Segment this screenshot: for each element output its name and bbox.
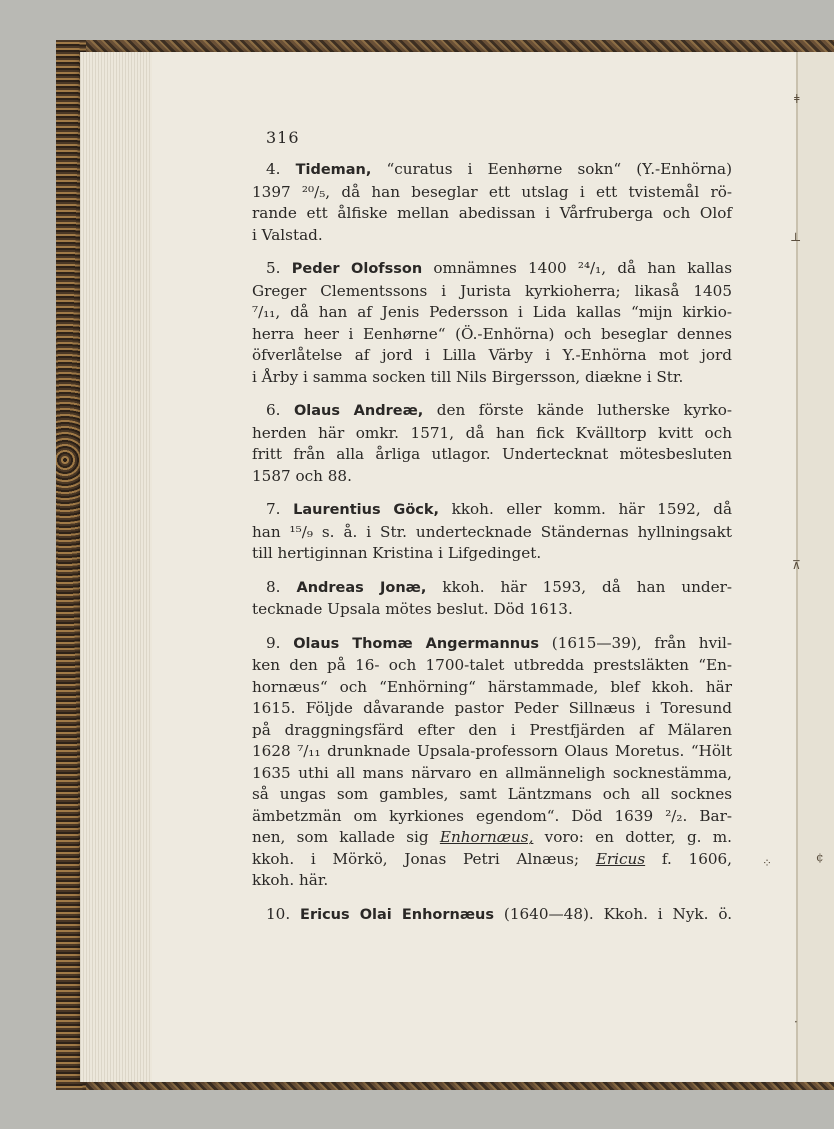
entry-line: öfverlåtelse af jord i Lilla Värby i Y.-Enhörna mot jord	[252, 346, 732, 364]
margin-mark: ǂ	[794, 92, 800, 106]
entry-italic: Ericus	[595, 849, 646, 868]
entry-line: (1640—48). Kkoh. i Nyk. ö.	[503, 904, 733, 923]
entry-line: herra heer i Eenhørne“ (Ö.-Enhörna) och beseglar dennes	[252, 324, 732, 343]
page-edges	[80, 52, 152, 1082]
entry-line: 1397 ²⁰/₅, då han beseglar ett utslag i ett tvistemål rö-	[252, 182, 732, 201]
entry-line: nen, som kallade sig	[252, 828, 429, 846]
entry-line: omnämnes 1400 ²⁴/₁, då han kallas	[433, 259, 733, 277]
entry-name: Laurentius Göck,	[293, 502, 440, 518]
entry-name: Olaus Andreæ,	[293, 403, 424, 419]
entry-line: ken den på 16- och 1700-talet utbredda prestsläkten “En-	[252, 656, 732, 674]
entry-line: så ungas som gambles, samt Läntzmans och all socknes	[252, 785, 732, 803]
entry-number: 10.	[266, 904, 291, 923]
entry-line: kkoh. här 1593, då han under-	[442, 577, 733, 596]
entry-italic: Enhornæus,	[439, 828, 534, 846]
page-number: 316	[266, 128, 300, 147]
entry-number: 8.	[266, 577, 281, 596]
entry-name: Olaus Thomæ Angermannus	[293, 635, 540, 652]
entry-line: 1628 ⁷/₁₁ drunknade Upsala-professorn Olaus Moretus. “Hölt	[252, 742, 732, 760]
entry-line: den förste kände lutherske kyrko-	[436, 401, 733, 419]
entry-name: Peder Olofsson	[291, 261, 423, 277]
margin-mark: ⁘	[762, 856, 773, 870]
entry-line: 1635 uthi all mans närvaro en allmänneligh socknestämma,	[252, 763, 732, 782]
entry-9	[252, 633, 732, 892]
entry-line: herden här omkr. 1571, då han fick Kvälltorp kvitt och	[252, 423, 732, 442]
entry-number: 7.	[266, 500, 281, 518]
entry-line: på draggningsfärd efter den i Prestfjärden af Mälaren	[252, 720, 732, 739]
entry-line: kkoh. här.	[252, 871, 329, 889]
entry-number: 6.	[266, 401, 281, 419]
entry-line: kkoh. i Mörkö, Jonas Petri Alnæus;	[252, 849, 580, 868]
entry-line: fritt från alla årliga utlagor. Undertecknat mötesbesluten	[252, 445, 732, 463]
entry-line: (1615—39), från hvil-	[551, 633, 733, 652]
entry-line: kkoh. eller komm. här 1592, då	[451, 500, 733, 518]
entry-line: f. 1606,	[661, 849, 733, 868]
entry-number: 4.	[266, 160, 281, 178]
entry-number: 9.	[266, 633, 281, 652]
entry-line: ⁷/₁₁, då han af Jenis Pedersson i Lida kallas “mijn kirkio-	[252, 303, 732, 321]
entry-line: rande ett ålfiske mellan abedissan i Vårfruberga och Olof	[252, 204, 732, 222]
entry-line: 1615. Följde dåvarande pastor Peder Sillnæus i Toresund	[252, 699, 732, 717]
entry-line: Greger Clementssons i Jurista kyrkioherra; likaså 1405	[252, 281, 732, 300]
margin-mark: ¢	[816, 850, 824, 864]
entry-line: till hertiginnan Kristina i Lifgedinget.	[252, 544, 542, 562]
margin-marks	[762, 80, 834, 1080]
entry-number: 5.	[266, 259, 281, 277]
entry-line: “curatus i Eenhørne sokn“ (Y.-Enhörna)	[386, 160, 733, 178]
entry-4	[252, 159, 732, 246]
margin-mark: ·	[794, 1015, 798, 1029]
page-text	[252, 128, 732, 938]
entry-6	[252, 400, 732, 487]
entry-line: i Valstad.	[252, 225, 323, 244]
entry-8	[252, 577, 732, 621]
entry-line: han ¹⁵/₉ s. å. i Str. undertecknade Ständernas hyllningsakt	[252, 522, 732, 541]
margin-mark: ⊥	[790, 230, 802, 244]
entry-7	[252, 499, 732, 565]
entry-line: hornæus“ och “Enhörning“ härstammade, blef kkoh. här	[252, 677, 732, 696]
entry-line: 1587 och 88.	[252, 466, 352, 485]
entry-line: tecknade Upsala mötes beslut. Död 1613.	[252, 600, 573, 618]
entry-line: ämbetzmän om kyrkiones egendom“. Död 1639 ²/₂. Bar-	[252, 806, 732, 825]
entry-name: Andreas Jonæ,	[296, 579, 427, 596]
entry-name: Ericus Olai Enhornæus	[300, 906, 495, 923]
entry-10	[252, 904, 732, 927]
margin-mark: ⊼	[792, 558, 801, 572]
entry-name: Tideman,	[295, 162, 372, 178]
entry-line: voro: en dotter, g. m.	[544, 828, 732, 846]
entry-line: i Årby i samma socken till Nils Birgersson, diækne i Str.	[252, 367, 684, 386]
entry-5	[252, 258, 732, 388]
